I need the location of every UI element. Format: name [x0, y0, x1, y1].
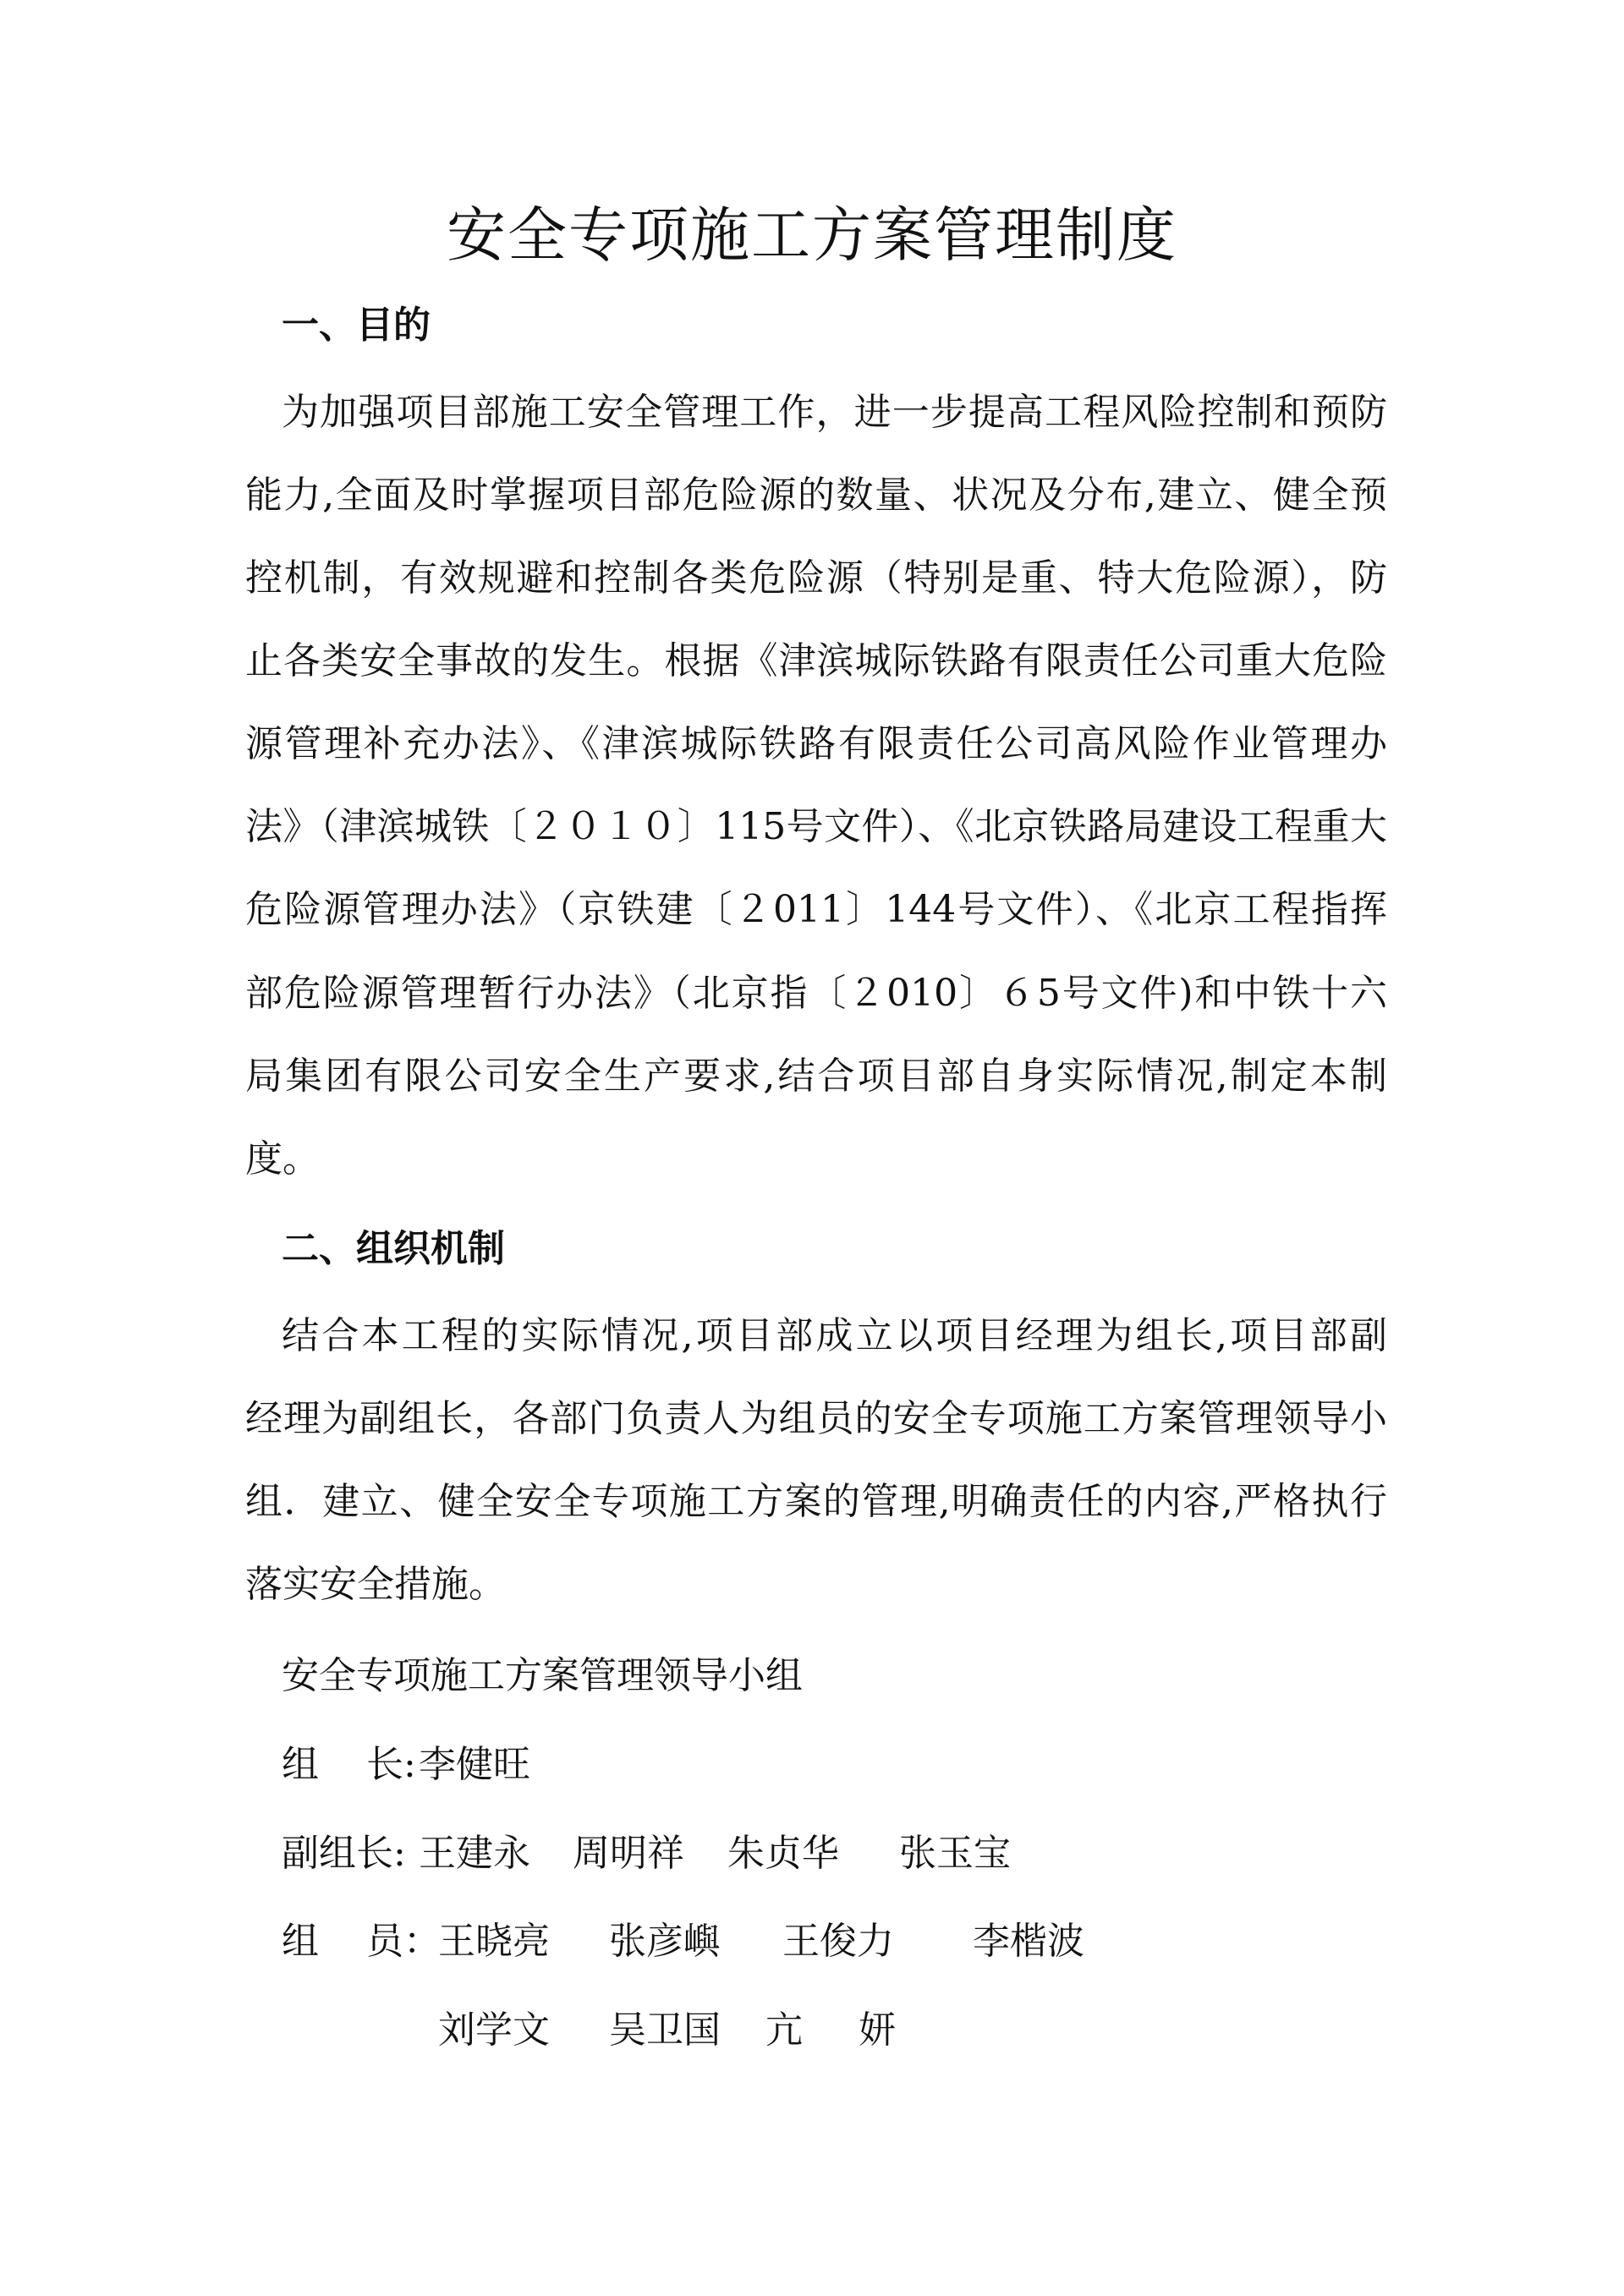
member-name: 王俊力 [782, 1920, 894, 1963]
members-label: 组 员： [282, 1920, 441, 1963]
group-title: 安全专项施工方案管理领导小组 [282, 1654, 803, 1697]
paragraph-line: 源管理补充办法》、《津滨城际铁路有限责任公司高风险作业管理办 [245, 722, 1387, 765]
paragraph-line: 组．建立、健全安全专项施工方案的管理,明确责任的内容,严格执行 [245, 1480, 1387, 1523]
paragraph-line: 经理为副组长，各部门负责人为组员的安全专项施工方案管理领导小 [245, 1397, 1387, 1440]
paragraph-line: 为加强项目部施工安全管理工作，进一步提高工程风险控制和预防 [282, 391, 1387, 434]
paragraph-line: 结合本工程的实际情况,项目部成立以项目经理为组长,项目部副 [282, 1314, 1387, 1357]
paragraph-line: 法》（津滨城铁〔２０１０〕115号文件）、《北京铁路局建设工程重大 [245, 805, 1387, 848]
member-name: 妍 [859, 2008, 896, 2052]
paragraph-line: 危险源管理办法》（京铁建〔２011〕144号文件）、《北京工程指挥 [245, 888, 1387, 931]
member-name: 吴卫国 [609, 2008, 721, 2052]
member-name: 亢 [765, 2008, 803, 2052]
member-name: 刘学文 [438, 2008, 550, 2052]
section-heading-organization: 二、组织机制 [282, 1227, 505, 1270]
paragraph-line: 止各类安全事故的发生。根据《津滨城际铁路有限责任公司重大危险 [245, 639, 1387, 682]
deputy-name: 朱贞华 [727, 1832, 839, 1875]
deputy-name: 张玉宝 [899, 1832, 1011, 1875]
leader-name: 李健旺 [419, 1743, 530, 1786]
paragraph-line: 落实安全措施。 [245, 1563, 506, 1606]
member-name: 李楷波 [973, 1920, 1084, 1963]
paragraph-line: 能力,全面及时掌握项目部危险源的数量、状况及分布,建立、健全预 [245, 474, 1387, 517]
paragraph-line: 部危险源管理暂行办法》（北京指〔２010〕６5号文件)和中铁十六 [245, 972, 1387, 1015]
member-name: 王晓亮 [438, 1920, 550, 1963]
member-name: 张彦嶼 [609, 1920, 721, 1963]
deputy-label: 副组长: [282, 1832, 406, 1875]
deputy-name: 周明祥 [573, 1832, 684, 1875]
paragraph-line: 局集团有限公司安全生产要求,结合项目部自身实际情况,制定本制 [245, 1055, 1387, 1098]
document-title: 安全专项施工方案管理制度 [447, 200, 1177, 270]
paragraph-line: 度。 [245, 1137, 320, 1181]
paragraph-line: 控机制，有效规避和控制各类危险源（特别是重、特大危险源），防 [245, 556, 1387, 600]
section-heading-purpose: 一、目的 [282, 304, 431, 347]
deputy-name: 王建永 [419, 1832, 530, 1875]
leader-label: 组 长: [282, 1743, 416, 1786]
